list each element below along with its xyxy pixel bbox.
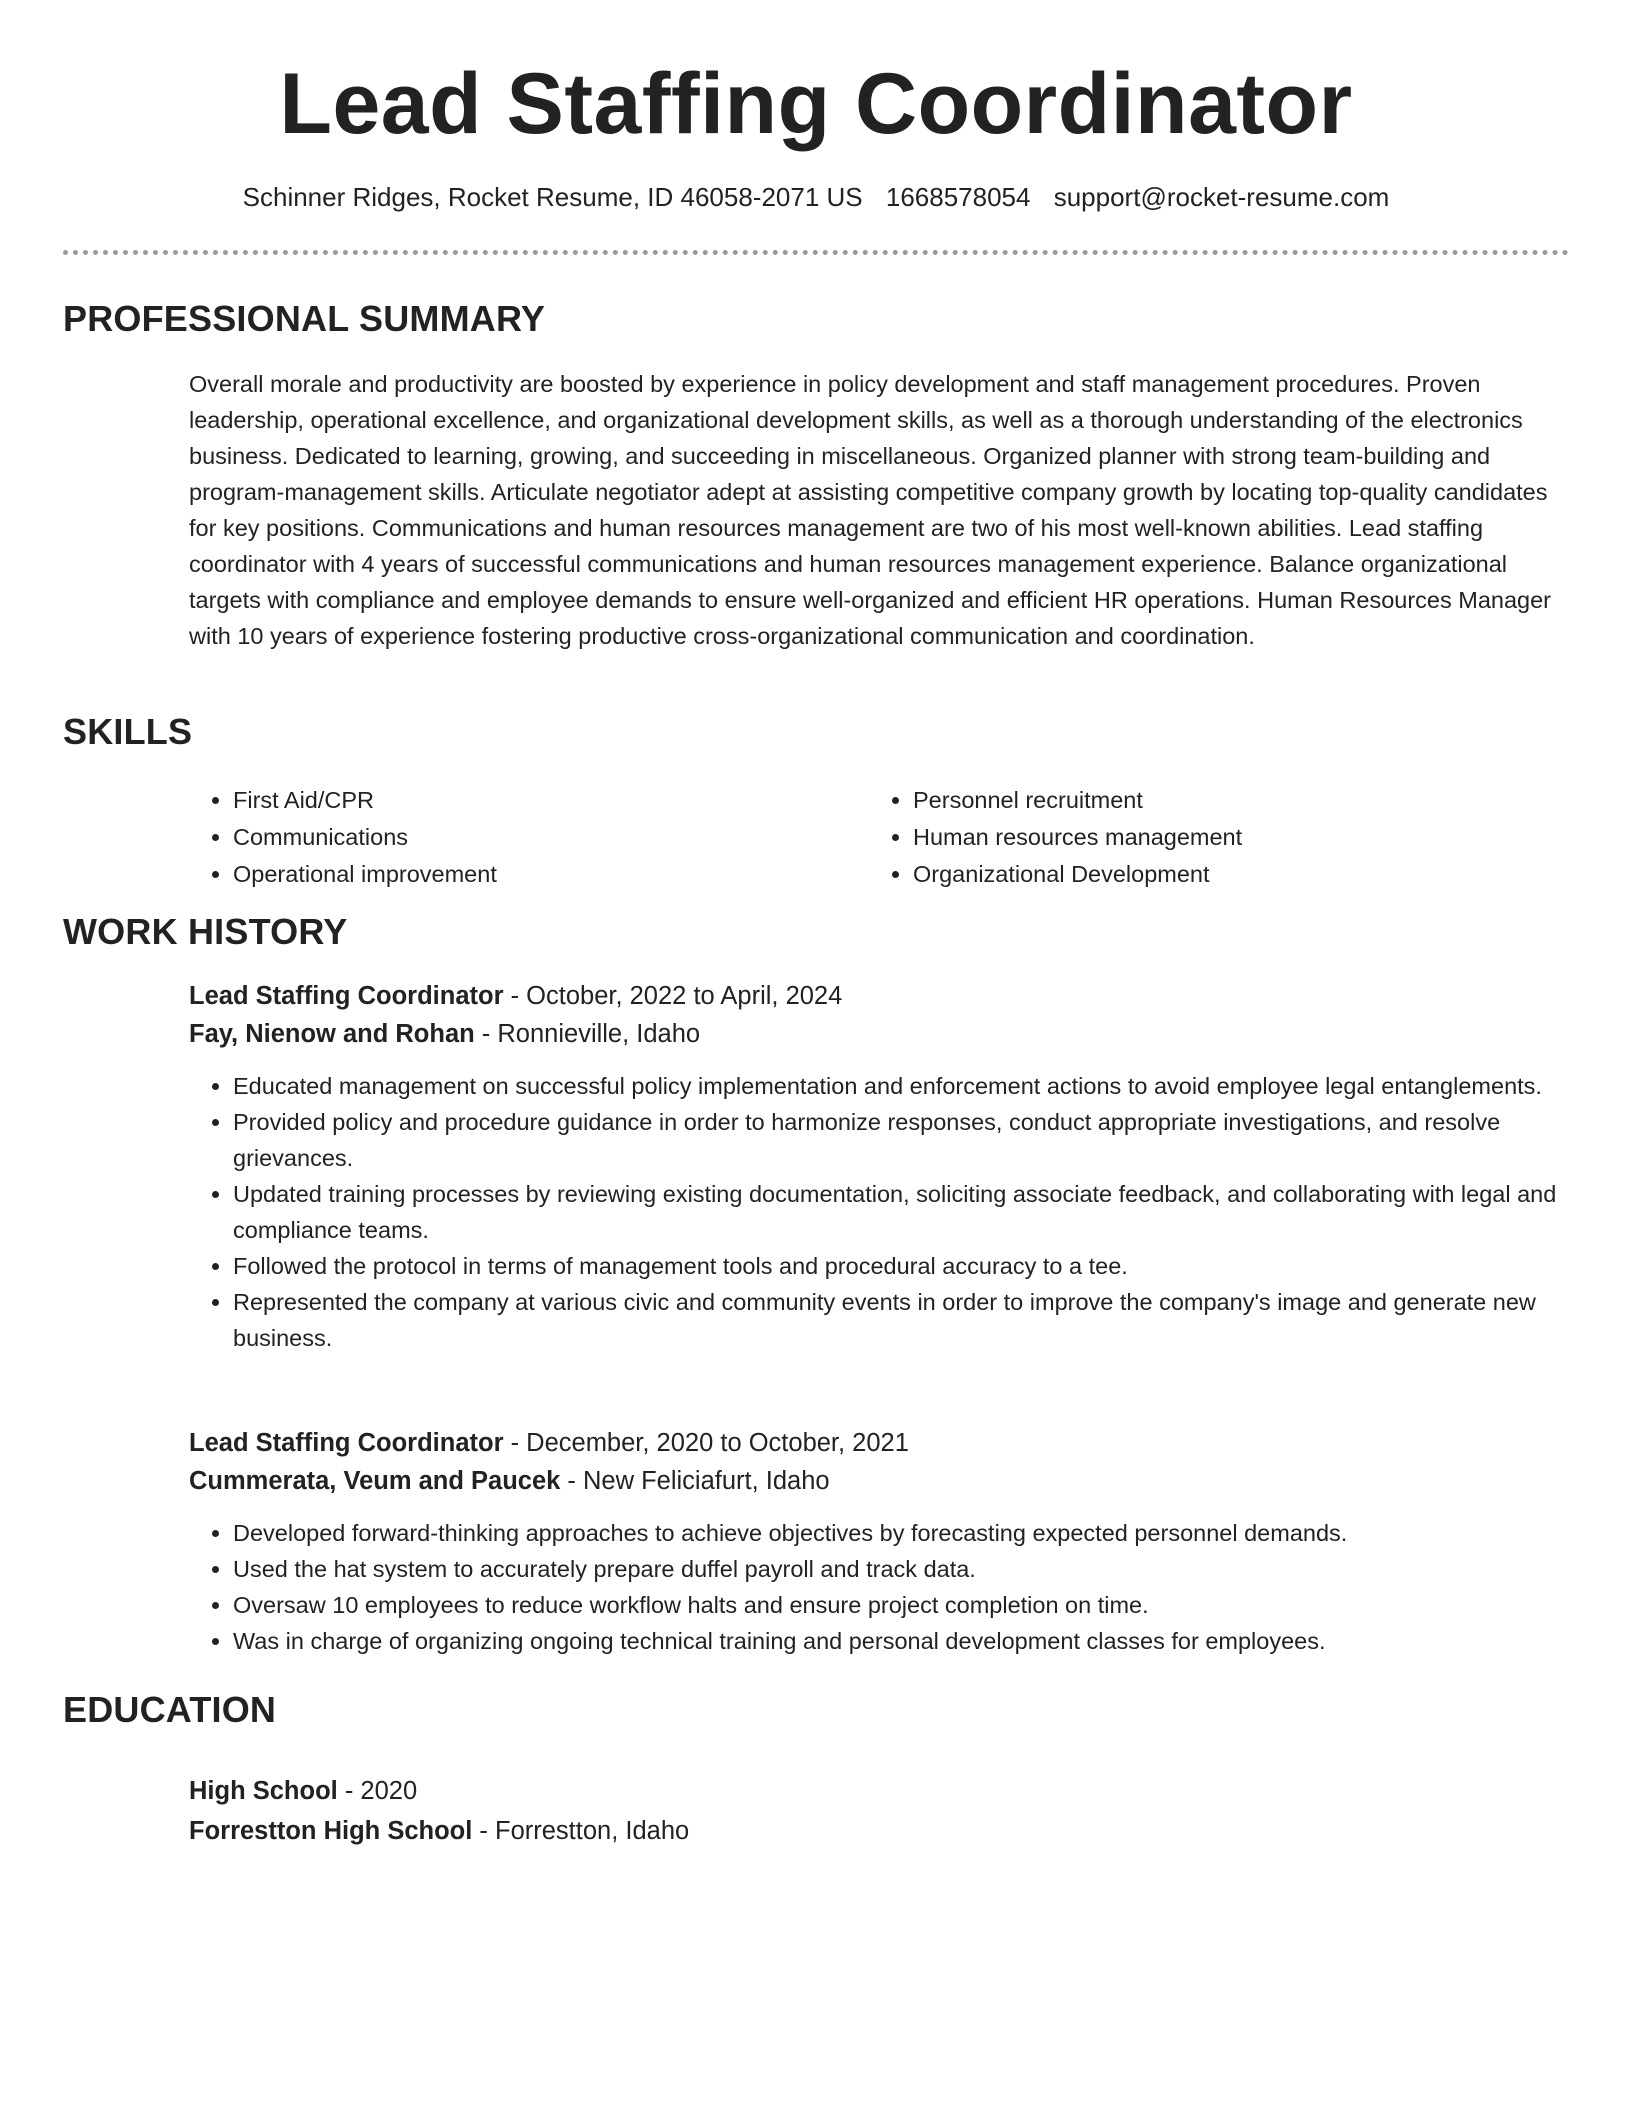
skill-item: • Communications xyxy=(233,819,497,856)
summary-heading: PROFESSIONAL SUMMARY xyxy=(63,298,546,339)
contact-line xyxy=(0,180,1632,214)
job-dates: - December, 2020 to October, 2021 xyxy=(503,1429,909,1457)
skills-list xyxy=(189,782,1569,902)
education-school: Forrestton High School xyxy=(189,1817,473,1845)
job-title-line xyxy=(189,977,1569,1015)
job-bullet: • Updated training processes by reviewing existing documentation, soliciting associate feedback, and collaborating with legal and compliance teams. xyxy=(233,1176,1569,1248)
work-history-heading: WORK HISTORY xyxy=(63,911,348,952)
skill-item: • Operational improvement xyxy=(233,856,497,893)
job-location: - Ronnieville, Idaho xyxy=(474,1020,701,1048)
job-entry xyxy=(189,1424,1569,1659)
skills-heading: SKILLS xyxy=(63,711,193,752)
job-bullet: • Developed forward-thinking approaches to achieve objectives by forecasting expected personnel demands. xyxy=(233,1515,1569,1551)
job-location: - New Feliciafurt, Idaho xyxy=(560,1467,830,1495)
job-bullet: • Provided policy and procedure guidance in order to harmonize responses, conduct appropriate investigations, and resolve grievances. xyxy=(233,1104,1569,1176)
job-company: Cummerata, Veum and Paucek xyxy=(189,1467,561,1495)
education-location: - Forrestton, Idaho xyxy=(472,1817,690,1845)
skill-item: • Organizational Development xyxy=(913,856,1242,893)
job-bullet: • Educated management on successful policy implementation and enforcement actions to avoid employee legal entanglements. xyxy=(233,1068,1569,1104)
education-school-line xyxy=(189,1811,1569,1851)
job-title-line xyxy=(189,1424,1569,1462)
job-company-line xyxy=(189,1015,1569,1053)
education-degree-line xyxy=(189,1771,1569,1811)
job-bullets xyxy=(189,1515,1569,1659)
job-bullet: • Followed the protocol in terms of management tools and procedural accuracy to a tee. xyxy=(233,1248,1569,1284)
header-divider xyxy=(63,250,1569,255)
contact-email: support@rocket-resume.com xyxy=(1053,182,1390,212)
job-entry xyxy=(189,977,1569,1356)
skills-column-right xyxy=(869,782,1242,893)
education-heading: EDUCATION xyxy=(63,1689,277,1730)
job-dates: - October, 2022 to April, 2024 xyxy=(503,982,843,1010)
candidate-name: Lead Staffing Coordinator xyxy=(279,56,1353,152)
skill-item: • First Aid/CPR xyxy=(233,782,497,819)
job-bullets xyxy=(189,1068,1569,1356)
job-bullet: • Used the hat system to accurately prepare duffel payroll and track data. xyxy=(233,1551,1569,1587)
job-bullet: • Represented the company at various civic and community events in order to improve the company's image and generate new business. xyxy=(233,1284,1569,1356)
contact-phone: 1668578054 xyxy=(885,182,1031,212)
job-role: Lead Staffing Coordinator xyxy=(189,1429,504,1457)
skill-item: • Human resources management xyxy=(913,819,1242,856)
summary-text: Overall morale and productivity are boosted by experience in policy development and staff management procedures. Proven leadership, operational excellence, and organizational development skills, as well as a thorough understanding of the electronics business. Dedicated to learning, growing, and succeeding in miscellaneous. Organized planner with strong team-building and program-management skills. Articulate negotiator adept at assisting competitive company growth by locating top-quality candidates for key positions. Communications and human resources management are two of his most well-known abilities. Lead staffing coordinator with 4 years of successful communications and human resources management experience. Balance organizational targets with compliance and employee demands to ensure well-organized and efficient HR operations. Human Resources Manager with 10 years of experience fostering productive cross-organizational communication and coordination. xyxy=(189,371,1552,649)
skill-item: • Personnel recruitment xyxy=(913,782,1242,819)
job-bullet: • Oversaw 10 employees to reduce workflow halts and ensure project completion on time. xyxy=(233,1587,1569,1623)
job-company: Fay, Nienow and Rohan xyxy=(189,1020,475,1048)
education-entry xyxy=(189,1771,1569,1851)
education-degree: High School xyxy=(189,1777,338,1805)
contact-address: Schinner Ridges, Rocket Resume, ID 46058-2071 US xyxy=(242,182,863,212)
job-role: Lead Staffing Coordinator xyxy=(189,982,504,1010)
job-company-line xyxy=(189,1462,1569,1500)
job-bullet: • Was in charge of organizing ongoing technical training and personal development classes for employees. xyxy=(233,1623,1569,1659)
skills-column-left xyxy=(189,782,497,893)
education-year: - 2020 xyxy=(337,1777,418,1805)
